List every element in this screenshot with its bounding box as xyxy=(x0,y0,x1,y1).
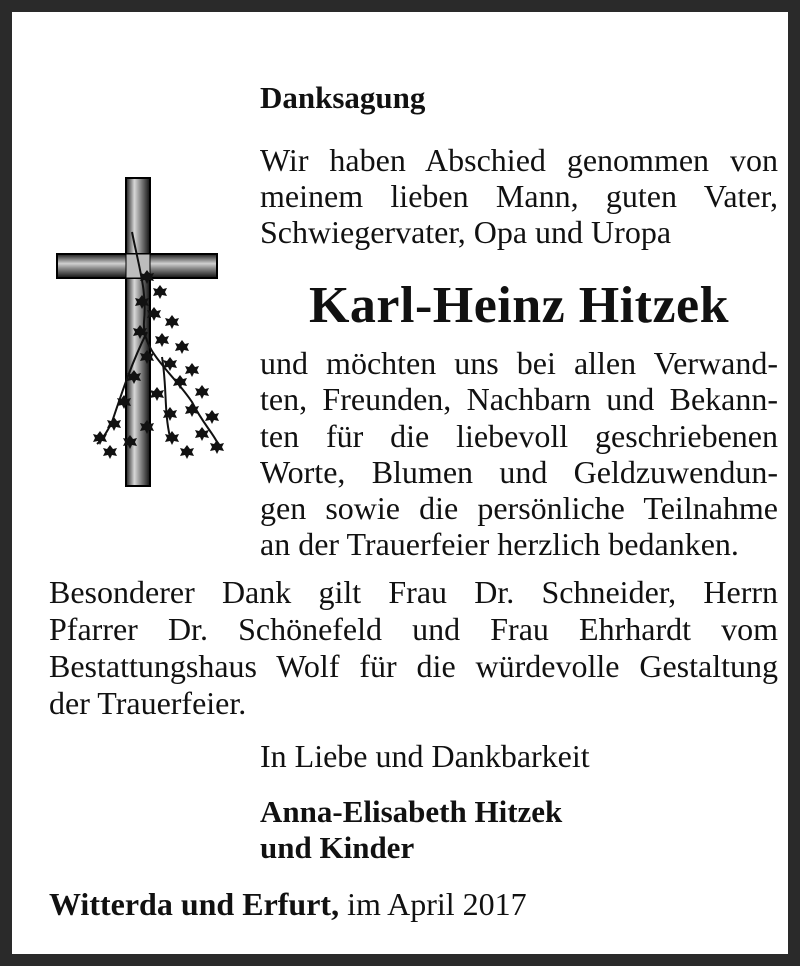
thanks-line: ten für die liebevoll geschriebenen xyxy=(260,417,778,454)
thanks-line: an der Trauerfeier herzlich bedanken. xyxy=(260,526,739,563)
intro-line: Schwiegervater, Opa und Uropa xyxy=(260,214,672,250)
cross-with-ivy-icon xyxy=(52,172,232,492)
thanks-line: gen sowie die persönliche Teilnahme xyxy=(260,490,778,527)
special-thanks-line: der Trauerfeier. xyxy=(49,685,247,721)
special-thanks-text xyxy=(49,574,778,722)
deceased-name: Karl-Heinz Hitzek xyxy=(308,277,730,334)
heading: Danksagung xyxy=(260,80,426,115)
date: im April 2017 xyxy=(347,886,527,922)
closing-phrase: In Liebe und Dankbarkeit xyxy=(260,738,590,774)
place: Witterda und Erfurt, xyxy=(49,886,340,922)
signature xyxy=(260,794,562,866)
intro-line: Wir haben Abschied genommen von xyxy=(260,142,778,178)
special-thanks-line: Bestattungshaus Wolf für die würdevolle Gestaltung xyxy=(49,648,778,684)
thanks-line: ten, Freunden, Nachbarn und Bekann- xyxy=(260,381,778,418)
intro-line: meinem lieben Mann, guten Vater, xyxy=(260,178,778,214)
thanks-text xyxy=(260,345,778,563)
special-thanks-line: Besonderer Dank gilt Frau Dr. Schneider, Herrn xyxy=(49,574,778,610)
place-and-date xyxy=(49,886,527,922)
signature-line: und Kinder xyxy=(260,830,415,865)
signature-line: Anna-Elisabeth Hitzek xyxy=(260,794,563,829)
thanks-line: Worte, Blumen und Geldzuwendun- xyxy=(260,453,778,490)
special-thanks-line: Pfarrer Dr. Schönefeld und Frau Ehrhardt vom xyxy=(49,611,778,647)
intro-text xyxy=(260,142,778,250)
thanks-line: und möchten uns bei allen Verwand- xyxy=(260,345,778,381)
